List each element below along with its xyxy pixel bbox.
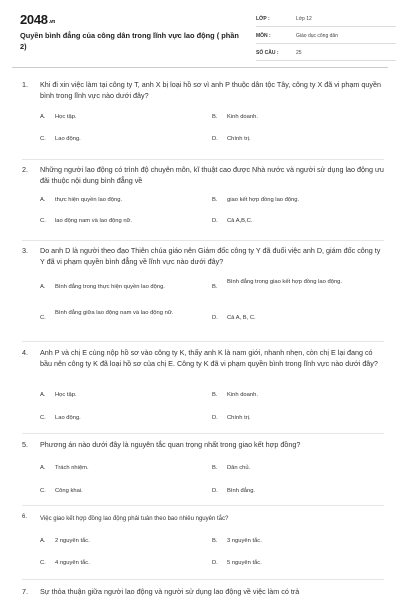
option-letter: A.	[40, 197, 46, 203]
option-text: Dân chủ.	[227, 465, 251, 471]
meta-class	[256, 14, 396, 27]
question-number: 4.	[22, 348, 28, 357]
question-text: Những người lao động có trình độ chuyên môn, kĩ thuật cao được Nhà nước và người sử dụng lao động ưu đãi thuộc nội dung bình đẳng về	[40, 165, 384, 185]
meta-subject	[256, 31, 396, 44]
option-letter: C.	[40, 488, 46, 494]
meta-key: MÔN :	[256, 33, 271, 39]
option-letter: D.	[212, 488, 218, 494]
option-text: thực hiện quyền lao động.	[55, 197, 123, 203]
option-letter: C.	[40, 136, 46, 142]
option-text: Lao động.	[55, 415, 81, 421]
question-1	[22, 80, 384, 160]
question-2	[22, 165, 384, 241]
option-letter: C.	[40, 315, 46, 321]
option-letter: B.	[212, 465, 218, 471]
option-letter: D.	[212, 218, 218, 224]
option-text: Học tập.	[55, 392, 77, 398]
question-number: 2.	[22, 165, 28, 174]
worksheet-title: Quyền bình đẳng của công dân trong lĩnh vực lao động ( phần 2)	[20, 31, 239, 51]
option-text: Bình đẳng.	[227, 488, 256, 494]
option-text: Trách nhiệm.	[55, 465, 89, 471]
question-text: Sự thỏa thuận giữa người lao động và người sử dụng lao động về việc làm có trả	[40, 587, 300, 596]
question-text: Anh P và chị E cùng nộp hồ sơ vào công ty K, thấy anh K là nam giới, nhanh nhẹn, còn chị E lại đang có bầu nên công ty K đã loại hồ sơ của chị E. Công ty K đã vi phạm quyền bình trong lĩnh vực nào dưới đây?	[40, 348, 378, 368]
option-letter: D.	[212, 560, 218, 566]
worksheet-header	[12, 0, 388, 68]
option-letter: A.	[40, 392, 46, 398]
option-text: Bình đẳng trong thực hiện quyền lao động.	[55, 284, 165, 290]
meta-value: Giáo dục công dân	[296, 33, 338, 39]
site-logo[interactable]	[20, 12, 55, 27]
option-text: Kinh doanh.	[227, 114, 258, 120]
option-text: Chính trị.	[227, 136, 251, 142]
option-text: giao kết hợp đồng lao động.	[227, 197, 300, 203]
option-letter: D.	[212, 136, 218, 142]
option-text: Bình đẳng giữa lao động nam và lao động nữ.	[55, 310, 174, 316]
question-5	[22, 440, 384, 506]
meta-key: LỚP :	[256, 16, 270, 22]
option-text: Cả A,B,C.	[227, 218, 253, 224]
option-text: Học tập.	[55, 114, 77, 120]
option-text: Lao động.	[55, 136, 81, 142]
option-text: lao động nam và lao động nữ.	[55, 218, 133, 224]
option-letter: C.	[40, 415, 46, 421]
option-letter: B.	[212, 114, 218, 120]
option-text: Công khai.	[55, 488, 83, 494]
option-text: 5 nguyên tắc.	[227, 560, 262, 566]
question-text: Khi đi xin việc làm tại công ty T, anh X bị loại hồ sơ vì anh P thuộc dân tộc Tây, công ty X đã vi phạm quyền bình trong lĩnh vực nào dưới đây?	[40, 80, 381, 100]
option-text: Kinh doanh.	[227, 392, 258, 398]
question-number: 6.	[22, 514, 28, 520]
option-letter: B.	[212, 197, 218, 203]
option-letter: D.	[212, 415, 218, 421]
logo-text: 2048	[20, 12, 48, 27]
option-text: 2 nguyên tắc.	[55, 538, 90, 544]
question-3	[22, 246, 384, 342]
option-text: Chính trị.	[227, 415, 251, 421]
option-text: 3 nguyên tắc.	[227, 538, 262, 544]
question-number: 3.	[22, 246, 28, 255]
question-4	[22, 348, 384, 434]
question-number: 7.	[22, 587, 28, 596]
option-text: Cả A, B, C.	[227, 315, 256, 321]
option-letter: B.	[212, 284, 218, 290]
option-letter: A.	[40, 465, 46, 471]
question-text: Việc giao kết hợp đồng lao động phải tuân theo bao nhiêu nguyên tắc?	[40, 516, 229, 522]
option-letter: C.	[40, 218, 46, 224]
meta-value: Lớp 12	[296, 16, 312, 22]
question-text: Do anh D là người theo đạo Thiên chúa giáo nên Giám đốc công ty Y đã đuổi việc anh D, giám đốc công ty Y đã vi phạm quyền bình đẳng về lĩnh vực nào dưới đây?	[40, 246, 381, 266]
option-letter: D.	[212, 315, 218, 321]
logo-suffix: .vn	[48, 19, 56, 25]
meta-count	[256, 48, 396, 61]
option-letter: A.	[40, 538, 46, 544]
option-letter: B.	[212, 538, 218, 544]
option-letter: A.	[40, 284, 46, 290]
question-number: 1.	[22, 80, 28, 89]
option-letter: B.	[212, 392, 218, 398]
question-6	[22, 514, 384, 580]
option-letter: C.	[40, 560, 46, 566]
option-letter: A.	[40, 114, 46, 120]
meta-key: SỐ CÂU :	[256, 50, 279, 56]
meta-value: 25	[296, 50, 302, 56]
option-text: Bình đẳng trong giao kết hợp đồng lao động.	[227, 279, 342, 285]
question-7	[22, 587, 384, 600]
question-number: 5.	[22, 440, 28, 449]
question-text: Phương án nào dưới đây là nguyên tắc quan trọng nhất trong giao kết hợp đồng?	[40, 440, 301, 449]
option-text: 4 nguyên tắc.	[55, 560, 90, 566]
